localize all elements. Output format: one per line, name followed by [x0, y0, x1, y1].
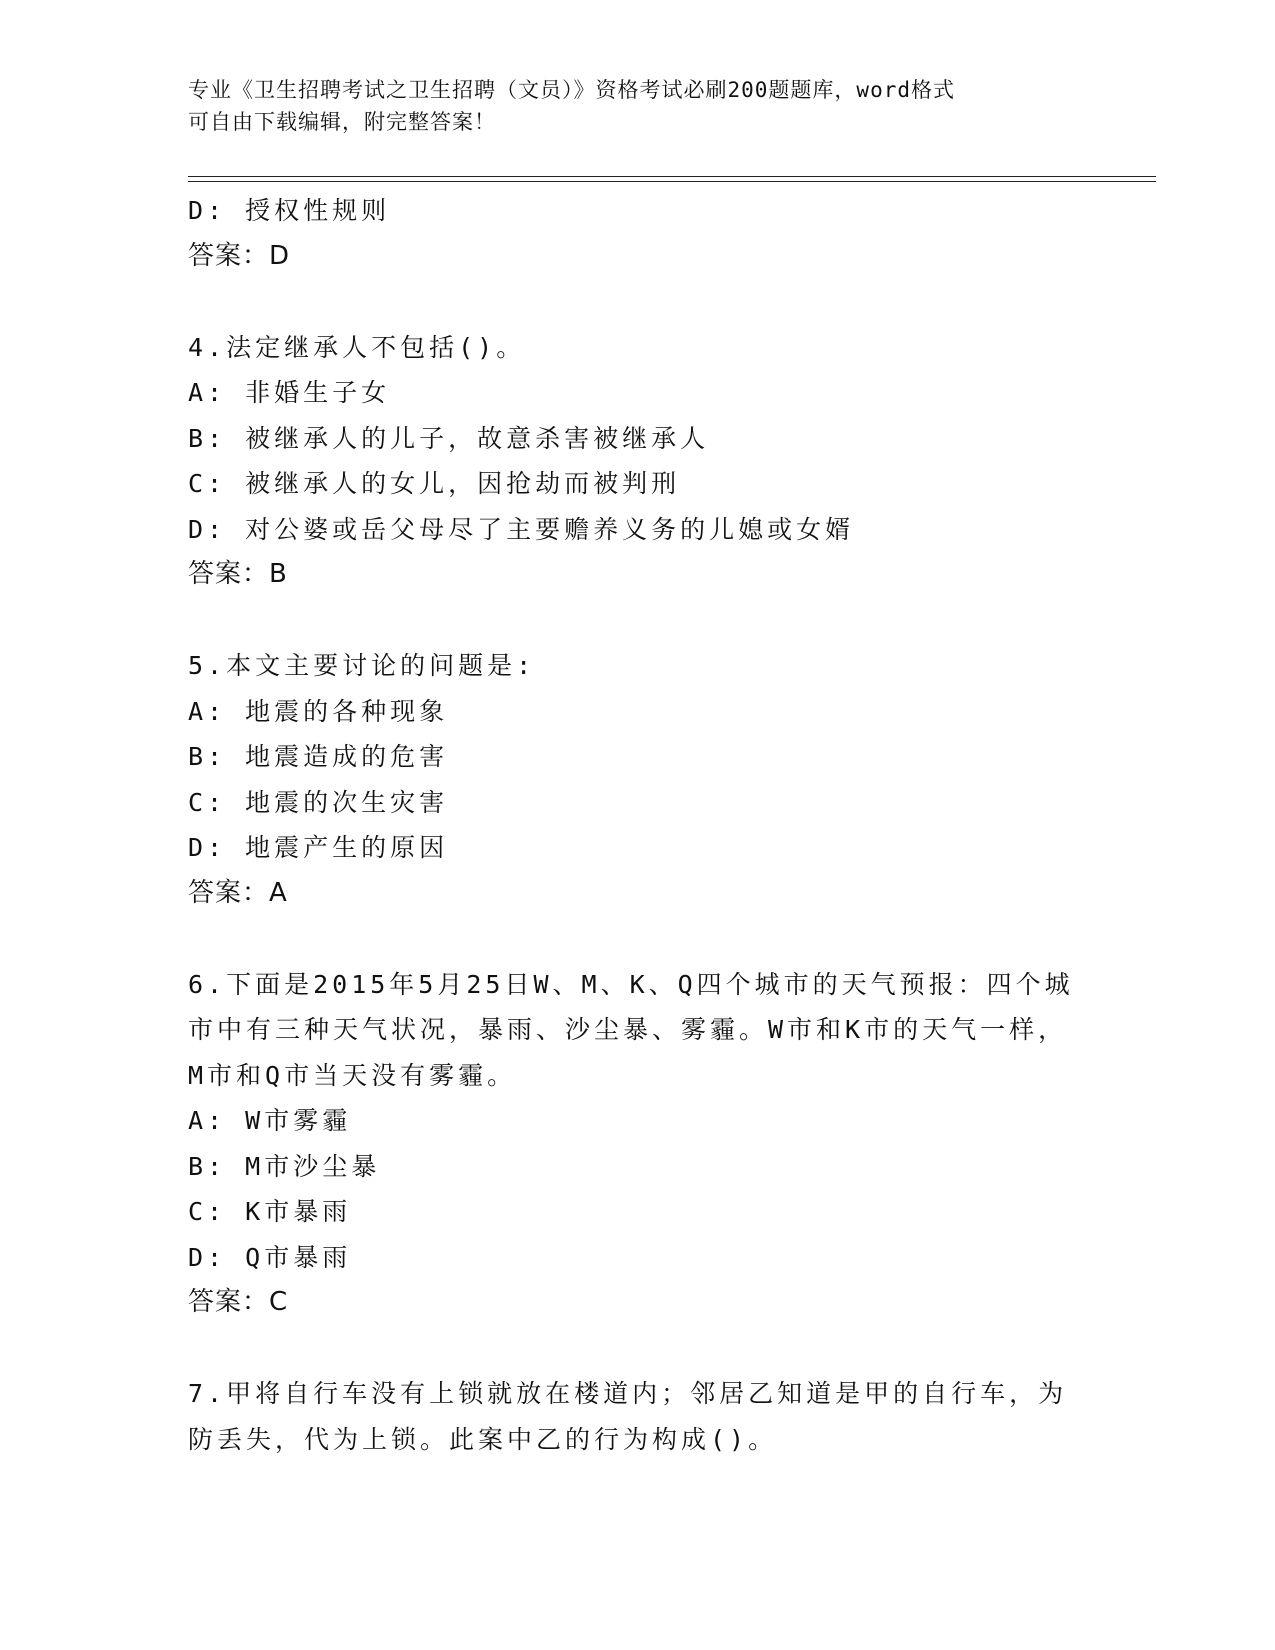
option-c: C: 被继承人的女儿，因抢劫而被判刑	[188, 469, 681, 498]
header-line-2: 可自由下载编辑，附完整答案！	[188, 110, 496, 134]
header-divider-top	[188, 176, 1156, 177]
option-d: D: Q市暴雨	[188, 1242, 352, 1272]
prev-answer: 答案：D	[188, 240, 291, 271]
option-c: C: 地震的次生灾害	[188, 787, 449, 817]
spacer	[188, 279, 1088, 325]
spacer	[188, 916, 1088, 962]
question-content	[188, 188, 1088, 1462]
question-text-line-3: M市和Q市当天没有雾霾。	[188, 1060, 517, 1090]
option-c: C: K市暴雨	[188, 1197, 352, 1226]
option-a: A: 地震的各种现象	[188, 696, 449, 726]
option-d: D: 地震产生的原因	[188, 833, 449, 862]
question-4	[188, 325, 1088, 598]
question-7	[188, 1371, 1088, 1462]
question-text: 5.本文主要讨论的问题是:	[188, 651, 536, 680]
prev-option-d: D: 授权性规则	[188, 196, 391, 225]
option-a: A: 非婚生子女	[188, 378, 391, 407]
header-line-1: 专业《卫生招聘考试之卫生招聘（文员）》资格考试必刷200题题库，word格式	[188, 78, 955, 102]
question-text-line-2: 防丢失，代为上锁。此案中乙的行为构成()。	[188, 1424, 778, 1454]
question-text: 4.法定继承人不包括()。	[188, 332, 526, 362]
question-text-line-2: 市中有三种天气状况，暴雨、沙尘暴、雾霾。W市和K市的天气一样，	[188, 1015, 1068, 1044]
option-b: B: 被继承人的儿子，故意杀害被继承人	[188, 423, 710, 453]
document-header	[188, 74, 1088, 138]
spacer	[188, 1326, 1088, 1372]
spacer	[188, 598, 1088, 644]
answer: 答案：C	[188, 1287, 289, 1317]
option-b: B: 地震造成的危害	[188, 742, 449, 771]
question-6	[188, 962, 1088, 1326]
header-divider-bottom	[188, 181, 1156, 182]
answer: 答案：B	[188, 559, 288, 589]
question-5	[188, 643, 1088, 916]
answer: 答案：A	[188, 877, 288, 908]
question-text-line-1: 6.下面是2015年5月25日W、M、K、Q四个城市的天气预报：四个城	[188, 969, 1074, 999]
option-d: D: 对公婆或岳父母尽了主要赡养义务的儿媳或女婿	[188, 514, 855, 544]
option-b: B: M市沙尘暴	[188, 1151, 381, 1181]
option-a: A: W市雾霾	[188, 1106, 352, 1135]
question-text-line-1: 7.甲将自行车没有上锁就放在楼道内；邻居乙知道是甲的自行车，为	[188, 1379, 1068, 1408]
